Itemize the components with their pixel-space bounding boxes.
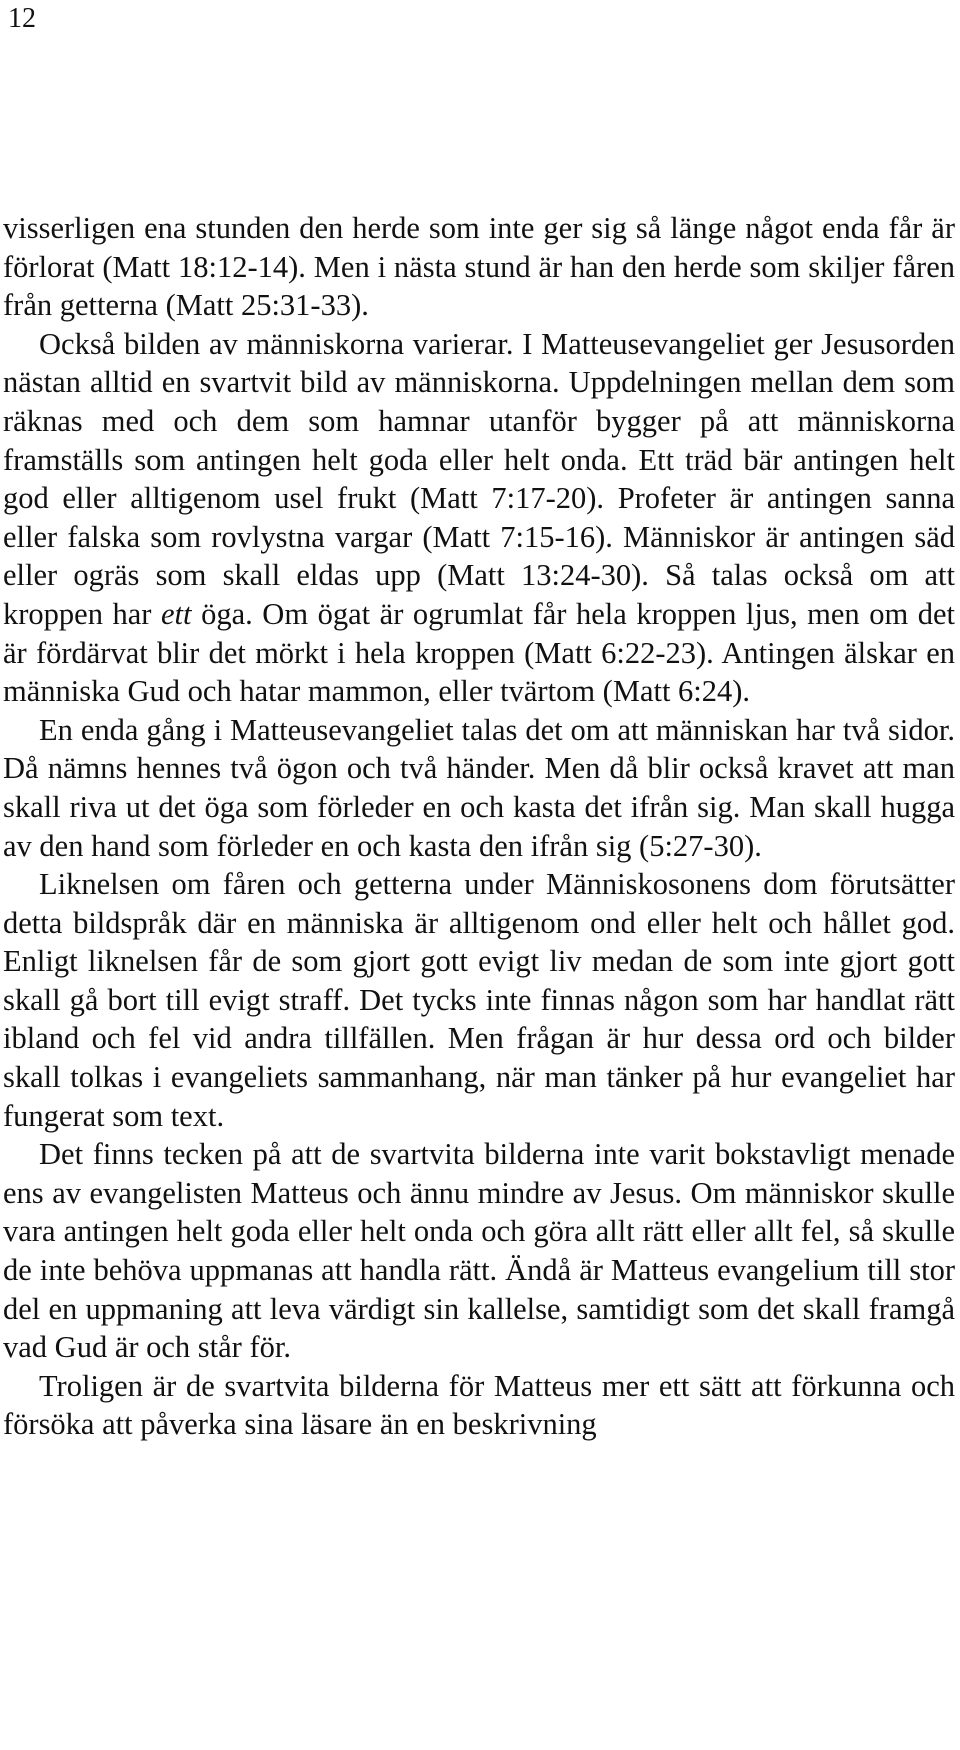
paragraph-text: Troligen är de svartvita bilderna för Matteus mer ett sätt att förkunna och försöka att påverka sina läsare än en beskrivning bbox=[3, 1368, 955, 1442]
paragraph-text: öga. Om ögat är ogrumlat får hela kroppen ljus, men om det är fördärvat blir det mörkt i hela kroppen (Matt 6:22-23). Antingen älskar en människa Gud och hatar mammon, eller tvärtom (Matt 6:24). bbox=[3, 596, 956, 709]
page-number: 12 bbox=[8, 3, 36, 34]
paragraph bbox=[3, 1135, 955, 1367]
paragraph-text: Också bilden av människorna varierar. I Matteusevangeliet ger Jesusorden nästan alltid en svartvit bild av människorna. Uppdelningen mellan dem som räknas med och dem som hamnar utanför bygger på att människorna framställs som antingen helt goda eller helt onda. Ett träd bär antingen helt god eller alltigenom usel frukt (Matt 7:17-20). Profeter är antingen sanna eller falska som rovlystna vargar (Matt 7:15-16). Människor är antingen säd eller ogräs som skall eldas upp (Matt 13:24-30). Så talas också om att kroppen har bbox=[3, 326, 955, 631]
paragraph bbox=[3, 1367, 955, 1444]
paragraph bbox=[3, 711, 955, 865]
paragraph-text: En enda gång i Matteusevangeliet talas det om att människan har två sidor. Då nämns hennes två ögon och två händer. Men då blir också kravet att man skall riva ut det öga som förleder en och kasta det ifrån sig. Man skall hugga av den hand som förleder en och kasta den ifrån sig (5:27-30). bbox=[3, 712, 955, 863]
paragraph bbox=[3, 209, 955, 325]
paragraph bbox=[3, 325, 955, 711]
italic-text: ett bbox=[161, 596, 192, 631]
body-text bbox=[3, 209, 955, 1444]
paragraph bbox=[3, 865, 955, 1135]
paragraph-text: Liknelsen om fåren och getterna under Människosonens dom förutsätter detta bildspråk där en människa är alltigenom ond eller helt och hållet god. Enligt liknelsen får de som gjort gott evigt liv medan de som inte gjort gott skall gå bort till evigt straff. Det tycks inte finnas någon som har handlat rätt ibland och fel vid andra tillfällen. Men frågan är hur dessa ord och bilder skall tolkas i evangeliets sammanhang, när man tänker på hur evangeliet har fungerat som text. bbox=[3, 867, 955, 1133]
paragraph-text: Det finns tecken på att de svartvita bilderna inte varit bokstavligt menade ens av evangelisten Matteus och ännu mindre av Jesus. Om människor skulle vara antingen helt goda eller helt onda och göra allt rätt eller allt fel, så skulle de inte behöva uppmanas att handla rätt. Ändå är Matteus evangelium till stor del en uppmaning att leva värdigt sin kallelse, samtidigt som det skall framgå vad Gud är och står för. bbox=[3, 1137, 955, 1365]
paragraph-text: visserligen ena stunden den herde som inte ger sig så länge något enda får är förlorat (Matt 18:12-14). Men i nästa stund är han den herde som skiljer fåren från getterna (Matt 25:31-33). bbox=[3, 211, 955, 323]
